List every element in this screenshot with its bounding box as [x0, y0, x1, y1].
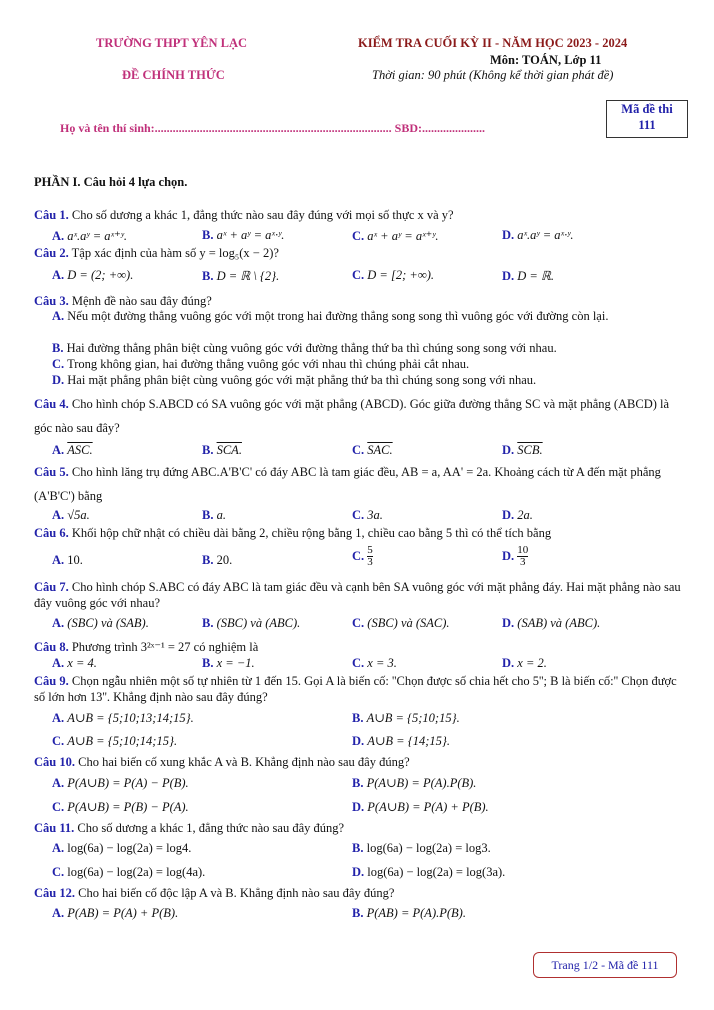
q1-option-d[interactable]: D. aˣ.aʸ = aˣ·ʸ. [502, 228, 574, 242]
q4-option-b[interactable]: B. SCA. [202, 443, 242, 457]
q4-option-a[interactable]: A. ASC. [52, 443, 93, 457]
question-9: Câu 9. Chọn ngẫu nhiên một số tự nhiên từ 1 đến 15. Gọi A là biến cố: ''Chọn được số chia hết cho 5''; B là biến cố:'' Chọn được số lớn hơn 13''. Khẳng định nào sau đây đúng? [34, 674, 677, 704]
q10-option-a[interactable]: A. P(A∪B) = P(A) − P(B). [52, 776, 189, 790]
official-label: ĐỀ CHÍNH THỨC [122, 68, 225, 82]
q10-option-b[interactable]: B. P(A∪B) = P(A).P(B). [352, 776, 477, 790]
q9-option-a[interactable]: A. A∪B = {5;10;13;14;15}. [52, 711, 194, 725]
q5-option-d[interactable]: D. 2a. [502, 508, 533, 522]
question-4: Câu 4. Cho hình chóp S.ABCD có SA vuông góc với mặt phẳng (ABCD). Góc giữa đường thẳng SC và mặt phẳng (ABCD) là góc nào sau đây? [34, 397, 670, 435]
question-7: Câu 7. Cho hình chóp S.ABC có đáy ABC là tam giác đều và cạnh bên SA vuông góc với mặt phẳng đáy. Hai mặt phẳng nào sau đây vuông góc với nhau? [34, 580, 681, 610]
q6-option-a[interactable]: A. 10. [52, 553, 83, 567]
q9-option-c[interactable]: C. A∪B = {5;10;14;15}. [52, 734, 178, 748]
exam-code-box [606, 100, 688, 138]
q1-option-a[interactable]: A. aˣ.aʸ = aˣ⁺ʸ. [52, 229, 127, 243]
q11-option-d[interactable]: D. log(6a) − log(2a) = log(3a). [352, 865, 506, 879]
page-footer: Trang 1/2 - Mã đề 111 [533, 952, 677, 978]
q12-option-b[interactable]: B. P(AB) = P(A).P(B). [352, 906, 466, 920]
q2-option-d[interactable]: D. D = ℝ. [502, 269, 555, 283]
q6-option-d[interactable]: D. $\frac{10}{3}$ [502, 544, 529, 568]
q3-option-a[interactable]: A. Nếu một đường thẳng vuông góc với một trong hai đường thẳng song song thì vuông góc với đường còn lại. [52, 309, 609, 323]
q5-option-b[interactable]: B. a. [202, 508, 226, 522]
q7-option-d[interactable]: D. (SAB) và (ABC). [502, 616, 601, 630]
exam-title: KIỂM TRA CUỐI KỲ II - NĂM HỌC 2023 - 2024 [358, 36, 628, 50]
q5-option-a[interactable]: A. √5a. [52, 508, 90, 522]
q2-option-b[interactable]: B. D = ℝ \ {2}. [202, 269, 280, 283]
time-limit: Thời gian: 90 phút (Không kể thời gian phát đề) [372, 68, 614, 82]
q11-option-a[interactable]: A. log(6a) − log(2a) = log4. [52, 841, 192, 855]
question-8: Câu 8. Phương trình 3²ˣ⁻¹ = 27 có nghiệm là [34, 640, 259, 654]
q6-option-b[interactable]: B. 20. [202, 553, 233, 567]
student-info-line: Họ và tên thí sinh:............................................................................... SBD:..................... [60, 121, 486, 135]
question-1 [34, 207, 682, 223]
exam-code-label: Mã đề thi [621, 102, 673, 116]
school-name: TRƯỜNG THPT YÊN LẠC [96, 36, 248, 50]
question-number: Câu 1. [34, 208, 69, 222]
q2-option-a[interactable]: A. D = (2; +∞). [52, 268, 134, 282]
q5-option-c[interactable]: C. 3a. [352, 508, 383, 522]
question-5: Câu 5. Cho hình lăng trụ đứng ABC.A'B'C' có đáy ABC là tam giác đều, AB = a, AA' = 2a. Khoảng cách từ A đến mặt phẳng (A'B'C') bằng [34, 465, 661, 503]
q2-option-c[interactable]: C. D = [2; +∞). [352, 268, 435, 282]
part-title: PHẦN I. Câu hỏi 4 lựa chọn. [34, 175, 188, 189]
q3-option-b[interactable]: B. Hai đường thẳng phân biệt cùng vuông góc với đường thẳng thứ ba thì chúng song song với nhau. [52, 341, 557, 355]
q1-option-b[interactable]: B. aˣ + aʸ = aˣ·ʸ. [202, 228, 285, 242]
q12-option-a[interactable]: A. P(AB) = P(A) + P(B). [52, 906, 179, 920]
question-text: Cho số dương a khác 1, đẳng thức nào sau đây đúng với mọi số thực x và y? [71, 208, 454, 222]
q3-option-d[interactable]: D. Hai mặt phẳng phân biệt cùng vuông góc với mặt phẳng thứ ba thì chúng song song với nhau. [52, 373, 537, 387]
q7-option-a[interactable]: A. (SBC) và (SAB). [52, 616, 149, 630]
q4-option-d[interactable]: D. SCB. [502, 443, 543, 457]
exam-code-value: 111 [638, 118, 656, 132]
q9-option-b[interactable]: B. A∪B = {5;10;15}. [352, 711, 460, 725]
q3-option-c[interactable]: C. Trong không gian, hai đường thẳng vuông góc với nhau thì chúng phải cắt nhau. [52, 357, 470, 371]
q8-option-b[interactable]: B. x = −1. [202, 656, 255, 670]
q10-option-c[interactable]: C. P(A∪B) = P(B) − P(A). [52, 800, 189, 814]
q9-option-d[interactable]: D. A∪B = {14;15}. [352, 734, 450, 748]
q8-option-a[interactable]: A. x = 4. [52, 656, 97, 670]
q1-option-c[interactable]: C. aˣ + aʸ = aˣ⁺ʸ. [352, 229, 439, 243]
subject: Môn: TOÁN, Lớp 11 [490, 53, 602, 67]
q11-option-b[interactable]: B. log(6a) − log(2a) = log3. [352, 841, 491, 855]
q7-option-c[interactable]: C. (SBC) và (SAC). [352, 616, 450, 630]
q10-option-d[interactable]: D. P(A∪B) = P(A) + P(B). [352, 800, 489, 814]
q8-option-d[interactable]: D. x = 2. [502, 656, 547, 670]
question-10: Câu 10. Cho hai biến cố xung khắc A và B. Khẳng định nào sau đây đúng? [34, 755, 410, 769]
question-3: Câu 3. Mệnh đề nào sau đây đúng? [34, 294, 212, 308]
question-11: Câu 11. Cho số dương a khác 1, đẳng thức nào sau đây đúng? [34, 821, 345, 835]
q7-option-b[interactable]: B. (SBC) và (ABC). [202, 616, 301, 630]
q8-option-c[interactable]: C. x = 3. [352, 656, 397, 670]
q4-option-c[interactable]: C. SAC. [352, 443, 393, 457]
question-6: Câu 6. Khối hộp chữ nhật có chiều dài bằng 2, chiều rộng bằng 1, chiều cao bằng 5 thì có thể tích bằng [34, 526, 552, 540]
question-2: Câu 2. Tập xác định của hàm số y = log₅(x − 2)? [34, 246, 279, 260]
q11-option-c[interactable]: C. log(6a) − log(2a) = log(4a). [52, 865, 206, 879]
question-12: Câu 12. Cho hai biến cố độc lập A và B. Khẳng định nào sau đây đúng? [34, 886, 395, 900]
q6-option-c[interactable]: C. $\frac{5}{3}$ [352, 544, 373, 568]
